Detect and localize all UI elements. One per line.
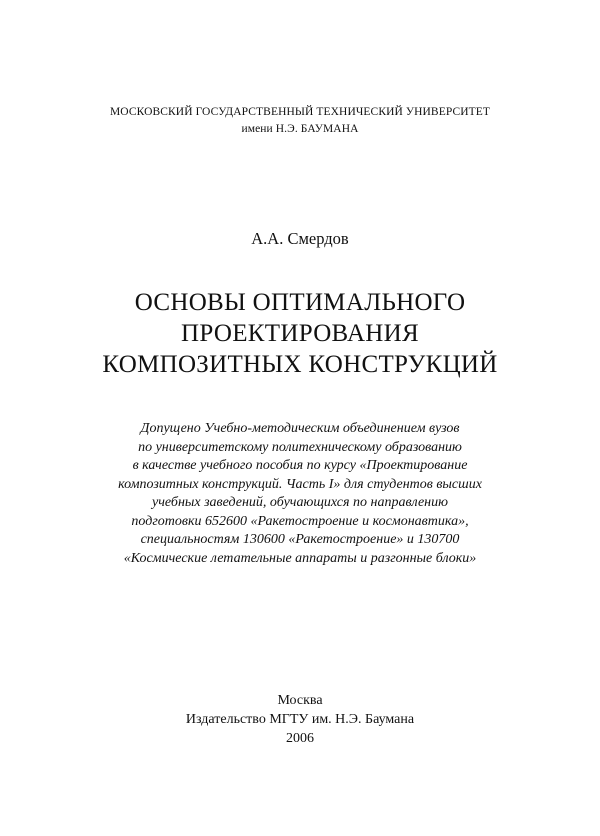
institution-subname: имени Н.Э. БАУМАНА — [241, 123, 359, 135]
imprint-year: 2006 — [286, 731, 314, 746]
approval-line: по университетскому политехническому образованию — [138, 439, 462, 455]
book-title-line: ОСНОВЫ ОПТИМАЛЬНОГО — [134, 289, 466, 316]
approval-line: композитных конструкций. Часть I» для студентов высших — [118, 476, 482, 492]
approval-statement — [0, 420, 600, 568]
approval-line: подготовки 652600 «Ракетостроение и космонавтика», — [131, 513, 469, 529]
book-title-line: КОМПОЗИТНЫХ КОНСТРУКЦИЙ — [102, 351, 498, 378]
imprint-city: Москва — [277, 693, 323, 708]
imprint-publisher: Издательство МГТУ им. Н.Э. Баумана — [185, 712, 415, 727]
institution-header — [0, 104, 600, 138]
approval-line: Допущено Учебно-методическим объединением вузов — [140, 421, 460, 436]
book-title-line: ПРОЕКТИРОВАНИЯ — [181, 320, 419, 347]
approval-line: учебных заведений, обучающихся по направлению — [151, 495, 449, 510]
imprint — [0, 691, 600, 748]
approval-line: «Космические летательные аппараты и разгонные блоки» — [123, 550, 477, 566]
approval-line: специальностям 130600 «Ракетостроение» и 130700 — [140, 532, 460, 547]
book-title — [0, 287, 600, 380]
institution-name: МОСКОВСКИЙ ГОСУДАРСТВЕННЫЙ ТЕХНИЧЕСКИЙ УНИВЕРСИТЕТ — [109, 106, 491, 118]
author-name: А.А. Смердов — [251, 229, 349, 248]
approval-line: в качестве учебного пособия по курсу «Проектирование — [132, 458, 468, 473]
